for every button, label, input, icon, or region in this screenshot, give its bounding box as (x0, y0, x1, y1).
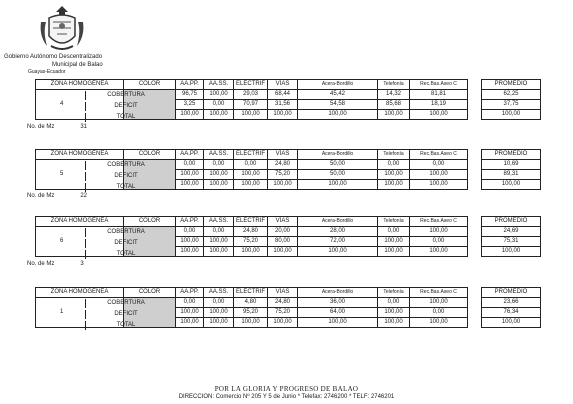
cell-vias: 100,00 (268, 110, 298, 120)
header-telefonia: Telefonía (378, 80, 410, 90)
cell-aapp: 100,00 (176, 180, 204, 190)
cell-aapp: 96,75 (176, 90, 204, 100)
cell-promedio: 10,69 (482, 160, 541, 170)
header-telefonia: Telefonía (378, 217, 410, 227)
nomz-row (27, 261, 84, 267)
cell-aapp: 0,00 (176, 160, 204, 170)
header-promedio: PROMEDIO (482, 150, 541, 160)
header-aapp: AA.PP. (176, 150, 204, 160)
header-zona: ZONA HOMOGÉNEA (36, 288, 124, 298)
row-label: TOTAL (85, 321, 166, 330)
cell-rec: 81,81 (410, 90, 468, 100)
row-label: COBERTURA (85, 91, 166, 100)
cell-telefonia: 100,00 (378, 308, 410, 318)
table-header-row (36, 288, 541, 298)
row-label: TOTAL (85, 250, 166, 259)
cell-electrif: 70,97 (234, 100, 268, 110)
header-color: COLOR (124, 150, 176, 160)
cell-rec: 100,00 (410, 318, 468, 328)
cell-aass: 100,00 (204, 318, 234, 328)
zone-table-block (35, 216, 541, 257)
cell-promedio: 89,31 (482, 170, 541, 180)
cell-acera: 100,00 (298, 318, 378, 328)
nomz-label: No. de Mz (27, 124, 55, 130)
nomz-label: No. de Mz (27, 261, 55, 267)
cell-acera: 45,42 (298, 90, 378, 100)
cell-acera: 72,00 (298, 237, 378, 247)
header-vias: VÍAS (268, 288, 298, 298)
header-gap (468, 288, 482, 298)
gap-cell (468, 237, 482, 247)
header-gap (468, 150, 482, 160)
header-vias: VÍAS (268, 80, 298, 90)
cell-electrif: 75,20 (234, 237, 268, 247)
cell-acera: 100,00 (298, 247, 378, 257)
cell-vias: 24,80 (268, 160, 298, 170)
header-rec: Rec.Bas.Aseo C (410, 217, 468, 227)
gap-cell (468, 318, 482, 328)
cell-telefonia: 100,00 (378, 170, 410, 180)
cell-telefonia: 85,68 (378, 100, 410, 110)
cell-aapp: 100,00 (176, 247, 204, 257)
org-line-3: Guayas-Ecuador (28, 69, 66, 75)
cell-acera: 100,00 (298, 180, 378, 190)
cell-aapp: 3,25 (176, 100, 204, 110)
cell-rec: 100,00 (410, 298, 468, 308)
gap-cell (468, 100, 482, 110)
header-electrif: ELECTRIF (234, 288, 268, 298)
header-aass: AA.SS. (204, 80, 234, 90)
header-rec: Rec.Bas.Aseo C (410, 80, 468, 90)
header-aapp: AA.PP. (176, 80, 204, 90)
gap-cell (468, 308, 482, 318)
org-line-2: Municipal de Balao (52, 61, 103, 68)
cell-aapp: 100,00 (176, 318, 204, 328)
row-label: COBERTURA (85, 161, 166, 170)
gap-cell (468, 247, 482, 257)
header-zona: ZONA HOMOGÉNEA (36, 217, 124, 227)
cell-aass: 100,00 (204, 110, 234, 120)
municipal-seal-icon (37, 2, 87, 54)
gap-cell (468, 298, 482, 308)
row-label: DEFICIT (85, 172, 166, 181)
header-electrif: ELECTRIF (234, 150, 268, 160)
cell-acera: 100,00 (298, 110, 378, 120)
header-rec: Rec.Bas.Aseo C (410, 150, 468, 160)
cell-telefonia: 100,00 (378, 247, 410, 257)
table-header-row (36, 217, 541, 227)
cell-electrif: 100,00 (234, 110, 268, 120)
footer-motto: POR LA GLORIA Y PROGRESO DE BALAO (214, 385, 359, 393)
cell-rec: 100,00 (410, 110, 468, 120)
cell-rec: 100,00 (410, 180, 468, 190)
gap-cell (468, 90, 482, 100)
cell-telefonia: 0,00 (378, 160, 410, 170)
cell-acera: 54,58 (298, 100, 378, 110)
cell-promedio: 76,34 (482, 308, 541, 318)
cell-electrif: 0,00 (234, 160, 268, 170)
organization-name (4, 54, 103, 77)
row-label: DEFICIT (85, 102, 166, 111)
header-promedio: PROMEDIO (482, 288, 541, 298)
cell-telefonia: 100,00 (378, 237, 410, 247)
header-color: COLOR (124, 217, 176, 227)
gap-cell (468, 227, 482, 237)
cell-telefonia: 14,32 (378, 90, 410, 100)
cell-acera: 64,00 (298, 308, 378, 318)
cell-promedio: 75,31 (482, 237, 541, 247)
cell-vias: 80,00 (268, 237, 298, 247)
cell-aapp: 100,00 (176, 170, 204, 180)
cell-aapp: 100,00 (176, 110, 204, 120)
cell-aapp: 100,00 (176, 308, 204, 318)
cell-electrif: 100,00 (234, 170, 268, 180)
row-label: COBERTURA (85, 299, 166, 308)
header-aapp: AA.PP. (176, 288, 204, 298)
cell-electrif: 4,80 (234, 298, 268, 308)
row-label: DEFICIT (85, 239, 166, 248)
zone-number: 6 (36, 227, 124, 257)
row-label: DEFICIT (85, 310, 166, 319)
header-acera: Acera-Bordillo (298, 150, 378, 160)
cell-vias: 100,00 (268, 318, 298, 328)
header-acera: Acera-Bordillo (298, 288, 378, 298)
header-promedio: PROMEDIO (482, 80, 541, 90)
cell-aapp: 0,00 (176, 227, 204, 237)
cell-rec: 100,00 (410, 247, 468, 257)
gap-cell (468, 180, 482, 190)
org-line-1: Gobierno Autónomo Descentralizado (4, 54, 103, 60)
cell-aass: 100,00 (204, 247, 234, 257)
cell-electrif: 100,00 (234, 247, 268, 257)
nomz-value: 3 (80, 261, 84, 267)
header-aapp: AA.PP. (176, 217, 204, 227)
cell-aass: 0,00 (204, 227, 234, 237)
header-zona: ZONA HOMOGÉNEA (36, 150, 124, 160)
cell-electrif: 100,00 (234, 180, 268, 190)
cell-electrif: 100,00 (234, 318, 268, 328)
header-electrif: ELECTRIF (234, 217, 268, 227)
cell-acera: 50,00 (298, 160, 378, 170)
cell-vias: 20,00 (268, 227, 298, 237)
header-vias: VÍAS (268, 150, 298, 160)
header-promedio: PROMEDIO (482, 217, 541, 227)
cell-rec: 100,00 (410, 170, 468, 180)
zone-table-block (35, 287, 541, 328)
nomz-row (27, 193, 87, 199)
cell-rec: 100,00 (410, 227, 468, 237)
zone-table-block (35, 149, 541, 190)
cell-rec: 0,00 (410, 160, 468, 170)
header-rec: Rec.Bas.Aseo C (410, 288, 468, 298)
header-aass: AA.SS. (204, 217, 234, 227)
cell-promedio: 100,00 (482, 318, 541, 328)
cell-electrif: 24,80 (234, 227, 268, 237)
header-gap (468, 80, 482, 90)
cell-aass: 100,00 (204, 170, 234, 180)
row-label: COBERTURA (85, 228, 166, 237)
cell-electrif: 29,03 (234, 90, 268, 100)
nomz-label: No. de Mz (27, 193, 55, 199)
footer-address: DIRECCION: Comercio Nº 205 Y 5 de Junio * Telefax: 2746200 * TELF: 2746201 (178, 394, 395, 400)
header-telefonia: Telefonía (378, 288, 410, 298)
cell-aass: 0,00 (204, 160, 234, 170)
row-label: TOTAL (85, 113, 166, 122)
cell-vias: 100,00 (268, 180, 298, 190)
header-acera: Acera-Bordillo (298, 217, 378, 227)
cell-promedio: 100,00 (482, 247, 541, 257)
zone-number: 4 (36, 90, 124, 120)
cell-promedio: 37,75 (482, 100, 541, 110)
nomz-row (27, 124, 87, 130)
header-zona: ZONA HOMOGÉNEA (36, 80, 124, 90)
cell-aass: 100,00 (204, 237, 234, 247)
nomz-value: 31 (80, 124, 88, 130)
cell-telefonia: 100,00 (378, 180, 410, 190)
cell-vias: 75,20 (268, 308, 298, 318)
cell-promedio: 23,66 (482, 298, 541, 308)
gap-cell (468, 110, 482, 120)
header-vias: VÍAS (268, 217, 298, 227)
cell-acera: 36,00 (298, 298, 378, 308)
header-aass: AA.SS. (204, 150, 234, 160)
header-color: COLOR (124, 80, 176, 90)
cell-acera: 28,00 (298, 227, 378, 237)
header-gap (468, 217, 482, 227)
header-electrif: ELECTRIF (234, 80, 268, 90)
cell-promedio: 100,00 (482, 110, 541, 120)
header-acera: Acera-Bordillo (298, 80, 378, 90)
cell-vias: 24,80 (268, 298, 298, 308)
cell-electrif: 95,20 (234, 308, 268, 318)
cell-vias: 68,44 (268, 90, 298, 100)
cell-promedio: 24,69 (482, 227, 541, 237)
cell-vias: 75,20 (268, 170, 298, 180)
cell-aapp: 100,00 (176, 237, 204, 247)
cell-promedio: 62,25 (482, 90, 541, 100)
cell-telefonia: 0,00 (378, 298, 410, 308)
cell-rec: 0,00 (410, 308, 468, 318)
cell-aass: 100,00 (204, 90, 234, 100)
zone-number: 1 (36, 298, 124, 328)
nomz-value: 22 (80, 193, 88, 199)
cell-rec: 0,00 (410, 237, 468, 247)
cell-telefonia: 100,00 (378, 318, 410, 328)
header-aass: AA.SS. (204, 288, 234, 298)
cell-telefonia: 0,00 (378, 227, 410, 237)
cell-vias: 31,56 (268, 100, 298, 110)
row-label: TOTAL (85, 183, 166, 192)
cell-aass: 0,00 (204, 298, 234, 308)
header-telefonia: Telefonía (378, 150, 410, 160)
cell-rec: 18,19 (410, 100, 468, 110)
cell-aass: 100,00 (204, 308, 234, 318)
header-color: COLOR (124, 288, 176, 298)
cell-vias: 100,00 (268, 247, 298, 257)
table-header-row (36, 150, 541, 160)
cell-acera: 50,00 (298, 170, 378, 180)
gap-cell (468, 170, 482, 180)
gap-cell (468, 160, 482, 170)
zone-number: 5 (36, 160, 124, 190)
cell-aass: 100,00 (204, 180, 234, 190)
cell-telefonia: 100,00 (378, 110, 410, 120)
table-header-row (36, 80, 541, 90)
zone-table-block (35, 79, 541, 120)
cell-aass: 0,00 (204, 100, 234, 110)
cell-promedio: 100,00 (482, 180, 541, 190)
cell-aapp: 0,00 (176, 298, 204, 308)
